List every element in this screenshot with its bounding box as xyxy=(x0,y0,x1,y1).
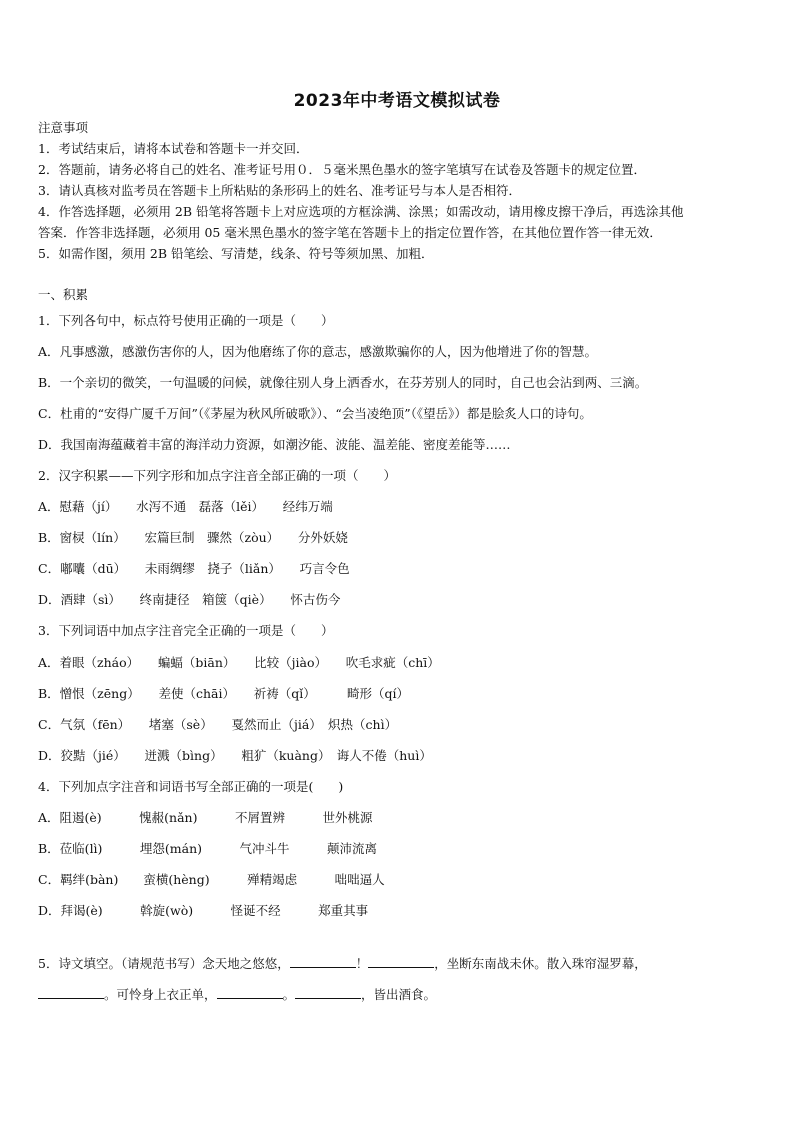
option-a: A．慰藉（jí） 水泻不通 磊落（lěi） 经纬万端 xyxy=(38,499,333,514)
answer-blank[interactable] xyxy=(295,987,361,999)
q5-text: ！ xyxy=(355,956,369,971)
option-a: A．着眼（zháo） 蝙蝠（biān） 比较（jiào） 吹毛求疵（chī） xyxy=(38,655,440,670)
option-d: D．狡黠（jié） 迸溅（bìng） 粗犷（kuàng） 诲人不倦（huì） xyxy=(38,748,432,763)
question-5-line-2 xyxy=(38,987,436,1003)
option-c: C．嘟囔（dū） 未雨绸缪 挠子（liǎn） 巧言令色 xyxy=(38,561,350,576)
question-stem: 1．下列各句中，标点符号使用正确的一项是（ ） xyxy=(38,313,334,328)
notice-item: 2．答题前，请务必将自己的姓名、准考证号用０．５毫米黑色墨水的签字笔填写在试卷及答题卡的规定位置． xyxy=(38,162,646,177)
question-5-line-1 xyxy=(38,956,647,972)
answer-blank[interactable] xyxy=(368,956,434,968)
option-d: D．我国南海蕴藏着丰富的海洋动力资源，如潮汐能、波能、温差能、密度差能等…… xyxy=(38,437,511,452)
option-b: B．莅临(lì) 埋怨(mán) 气冲斗牛 颠沛流离 xyxy=(38,841,378,856)
page-title: 2023年中考语文模拟试卷 xyxy=(293,91,501,111)
option-b: B．窗棂（lín） 宏篇巨制 骤然（zòu） 分外妖娆 xyxy=(38,530,348,545)
option-a: A．阻遏(è) 愧赧(nǎn) 不屑置辨 世外桃源 xyxy=(38,810,373,825)
q5-text: 。 xyxy=(282,987,296,1002)
q5-text: ，坐断东南战未休。散入珠帘湿罗幕， xyxy=(434,956,647,971)
option-c: C．气氛（fēn） 堵塞（sè） 戛然而止（jiá） 炽热（chì） xyxy=(38,717,398,732)
option-c: C．杜甫的“安得广厦千万间”（《茅屋为秋风所破歌》）、“会当凌绝顶”（《望岳》）都是脍炙人口的诗句。 xyxy=(38,406,592,421)
notice-item: 4．作答选择题，必须用 2B 铅笔将答题卡上对应选项的方框涂满、涂黑；如需改动，请用橡皮擦干净后，再选涂其他 xyxy=(38,204,684,219)
q5-text: 。可怜身上衣正单， xyxy=(104,987,217,1002)
notice-heading: 注意事项 xyxy=(38,120,89,135)
answer-blank[interactable] xyxy=(217,987,283,999)
question-stem: 4．下列加点字注音和词语书写全部正确的一项是( ) xyxy=(38,779,344,794)
option-c: C．羁绊(bàn) 蛮横(hèng) 殚精竭虑 咄咄逼人 xyxy=(38,872,385,887)
answer-blank[interactable] xyxy=(38,987,104,999)
option-b: B．一个亲切的微笑，一句温暖的问候，就像往别人身上洒香水，在芬芳别人的同时，自己也会沾到两、三滴。 xyxy=(38,375,648,390)
section-heading: 一、积累 xyxy=(38,287,89,302)
option-b: B．憎恨（zēng） 差使（chāi） 祈祷（qǐ） 畸形（qí） xyxy=(38,686,409,701)
notice-item: 3．请认真核对监考员在答题卡上所粘贴的条形码上的姓名、准考证号与本人是否相符． xyxy=(38,183,521,198)
answer-blank[interactable] xyxy=(290,956,356,968)
q5-text: ，皆出酒食。 xyxy=(361,987,437,1002)
notice-item: 答案．作答非选择题，必须用 05 毫米黑色墨水的签字笔在答题卡上的指定位置作答，在其他位置作答一律无效． xyxy=(38,225,662,240)
notice-item: 5．如需作图，须用 2B 铅笔绘、写清楚，线条、符号等须加黑、加粗． xyxy=(38,246,434,261)
option-d: D．酒肆（sì） 终南捷径 箱箧（qiè） 怀古伤今 xyxy=(38,592,341,607)
option-d: D．拜谒(è) 斡旋(wò) 怪诞不经 郑重其事 xyxy=(38,903,369,918)
notice-item: 1．考试结束后，请将本试卷和答题卡一并交回． xyxy=(38,141,309,156)
q5-text: 5．诗文填空。（请规范书写）念天地之悠悠， xyxy=(38,956,290,971)
option-a: A．凡事感激，感激伤害你的人，因为他磨练了你的意志，感激欺骗你的人，因为他增进了你的智慧。 xyxy=(38,344,598,359)
question-stem: 3．下列词语中加点字注音完全正确的一项是（ ） xyxy=(38,623,334,638)
question-stem: 2．汉字积累——下列字形和加点字注音全部正确的一项（ ） xyxy=(38,468,396,483)
